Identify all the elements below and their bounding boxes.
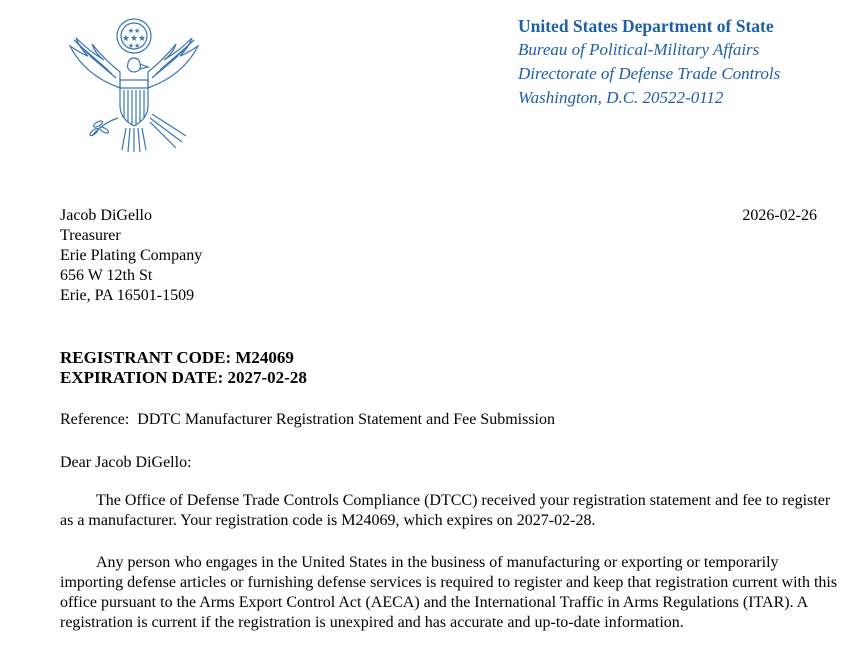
recipient-title: Treasurer <box>60 227 121 244</box>
svg-text:★★: ★★ <box>127 42 141 50</box>
salutation: Dear Jacob DiGello: <box>60 454 192 471</box>
letterhead-department: United States Department of State <box>518 16 774 36</box>
svg-text:★★★: ★★★ <box>121 34 147 44</box>
recipient-city: Erie, PA 16501-1509 <box>60 287 195 304</box>
svg-text:★★: ★★ <box>127 27 141 35</box>
letterhead-directorate: Directorate of Defense Trade Controls <box>518 64 781 83</box>
letter-date: 2026-02-26 <box>742 207 817 224</box>
recipient-address <box>60 206 202 306</box>
letterhead-city: Washington, D.C. 20522-0112 <box>518 88 724 107</box>
seal-right-wing <box>148 38 198 88</box>
reference-line: Reference: DDTC Manufacturer Registration Statement and Fee Submission <box>60 411 555 428</box>
recipient-company: Erie Plating Company <box>60 247 203 264</box>
recipient-name: Jacob DiGello <box>60 207 152 224</box>
letterhead <box>518 14 780 110</box>
recipient-street: 656 W 12th St <box>60 267 153 284</box>
registration-codes <box>60 348 307 388</box>
letterhead-bureau: Bureau of Political-Military Affairs <box>518 40 760 59</box>
seal-left-wing <box>70 38 120 88</box>
registrant-code: REGISTRANT CODE: M24069 <box>60 348 294 367</box>
department-of-state-seal <box>58 10 210 162</box>
expiration-date: EXPIRATION DATE: 2027-02-28 <box>60 368 307 387</box>
seal-arrows <box>150 114 186 148</box>
body-paragraph-2: Any person who engages in the United States in the business of manufacturing or exporting or temporarily importing defense articles or furnishing defense services is required to register and keep that registration current with this office pursuant to the Arms Export Control Act (AECA) and the International Traffic in Arms Regulations (ITAR). A registration is current if the registration is unexpired and has accurate and up-to-date information. <box>60 554 838 631</box>
body-paragraph-1: The Office of Defense Trade Controls Compliance (DTCC) received your registration statement and fee to register as a manufacturer. Your registration code is M24069, which expires on 2027-02-28. <box>60 492 831 529</box>
seal-eagle-head <box>127 58 140 72</box>
